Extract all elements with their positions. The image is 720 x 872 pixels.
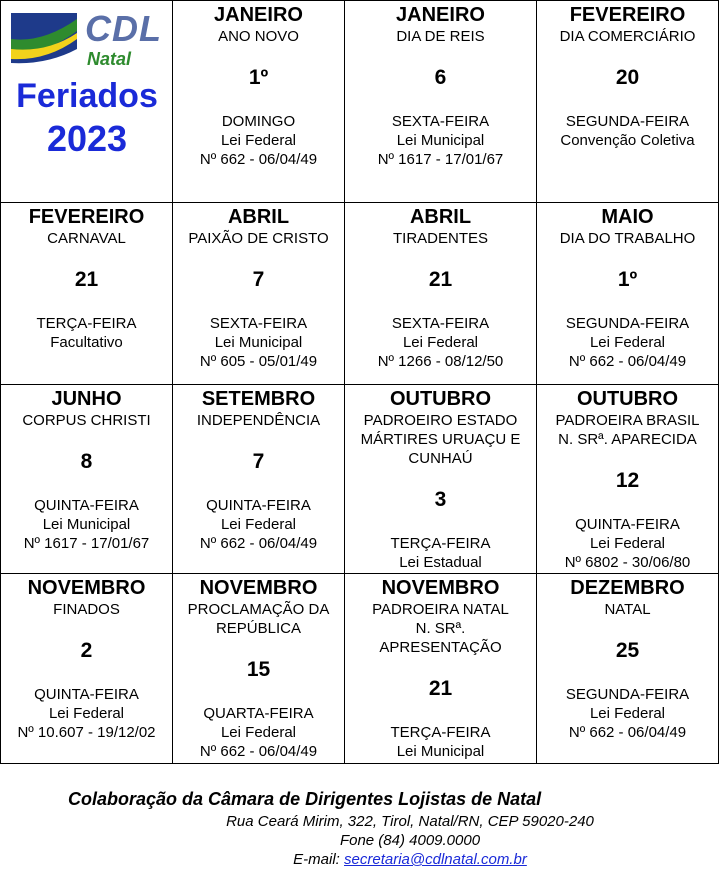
holiday-name	[188, 600, 330, 638]
holiday-name-line: CORPUS CHRISTI	[22, 412, 151, 429]
holiday-info-line: Lei Federal	[589, 334, 666, 351]
holiday-day: 15	[246, 658, 271, 681]
holiday-name-line: DIA COMERCIÁRIO	[559, 28, 696, 45]
page-title: Feriados	[16, 77, 158, 115]
holiday-info-line: Nº 662 - 06/04/49	[568, 353, 687, 370]
holiday-info-line	[378, 761, 504, 764]
holiday-name-line: PADROEIRA NATAL	[372, 601, 509, 618]
holiday-info-line: Nº 662 - 06/04/49	[199, 535, 318, 552]
footer-title: Colaboração da Câmara de Dirigentes Lojistas de Natal	[68, 789, 542, 809]
holiday-month: MAIO	[601, 206, 654, 228]
holiday-info	[566, 314, 689, 371]
holiday-name-line: DIA DO TRABALHO	[559, 230, 696, 247]
holiday-info-line: Nº 1266 - 08/12/50	[377, 353, 504, 370]
holiday-info-line: QUINTA-FEIRA	[34, 686, 139, 703]
holiday-name	[604, 600, 650, 619]
holiday-month: NOVEMBRO	[381, 577, 500, 599]
holiday-info-line: Nº 605 - 05/01/49	[199, 353, 318, 370]
holiday-name	[197, 411, 320, 430]
holiday-info-line: Nº 662 - 06/04/49	[568, 724, 687, 741]
holiday-info-line: Nº 662 - 06/04/49	[199, 743, 318, 760]
holiday-name	[560, 229, 696, 248]
holiday-info	[565, 515, 691, 572]
holiday-info-line: Lei Federal	[589, 535, 666, 552]
holiday-name-line: PROCLAMAÇÃO DA	[187, 601, 330, 618]
holiday-name-line: CARNAVAL	[47, 230, 126, 247]
holiday-month: SETEMBRO	[201, 388, 316, 410]
holiday-name-line: PAIXÃO DE CRISTO	[188, 230, 329, 247]
holiday-name-line: FINADOS	[53, 601, 120, 618]
holiday-info-line: Lei Federal	[48, 705, 125, 722]
footer-email-link[interactable]: secretaria@cdlnatal.com.br	[344, 851, 527, 868]
holiday-cell	[1, 385, 173, 574]
holiday-cell	[345, 574, 537, 764]
holiday-cell	[173, 385, 345, 574]
holiday-cell	[173, 203, 345, 385]
holiday-name-line: REPÚBLICA	[215, 620, 301, 637]
holiday-day: 21	[428, 268, 453, 291]
holiday-name-line: N. SRª.	[415, 620, 466, 637]
holiday-cell	[537, 1, 719, 203]
holiday-info	[17, 685, 155, 742]
holiday-day: 7	[252, 450, 265, 473]
holiday-name-line: ANO NOVO	[218, 28, 299, 45]
holiday-info-line: Lei Federal	[220, 724, 297, 741]
holiday-info-line: Lei Municipal	[396, 132, 485, 149]
holiday-info	[378, 112, 504, 169]
holiday-name-line: NATAL	[604, 601, 651, 618]
holiday-day: 1º	[248, 66, 269, 89]
holiday-info-line: SEXTA-FEIRA	[391, 113, 490, 130]
holiday-name-line: APRESENTAÇÃO	[379, 639, 502, 656]
cdl-flag-icon	[7, 9, 81, 67]
holiday-info-line: Nº 1617 - 17/01/67	[377, 151, 504, 168]
holiday-name-line: PADROEIRO ESTADO	[363, 412, 518, 429]
holiday-info-line: Nº 6802 - 30/06/80	[564, 554, 691, 571]
holiday-cell	[345, 203, 537, 385]
holiday-name-line: DIA DE REIS	[396, 28, 485, 45]
holiday-info-line: TERÇA-FEIRA	[390, 724, 491, 741]
holiday-day: 12	[615, 469, 640, 492]
holiday-name-line: TIRADENTES	[392, 230, 488, 247]
holiday-info-line: Lei Federal	[589, 705, 666, 722]
holiday-cell	[345, 385, 537, 574]
holiday-name	[53, 600, 120, 619]
holiday-info	[378, 314, 504, 371]
holiday-info-line: Lei Federal	[220, 132, 297, 149]
holiday-month: OUTUBRO	[389, 388, 492, 410]
page-year: 2023	[46, 118, 128, 159]
logo-brand-text: CDL	[85, 8, 162, 49]
holiday-cell	[537, 385, 719, 574]
holiday-month: NOVEMBRO	[199, 577, 318, 599]
holiday-name	[188, 229, 328, 248]
holiday-name	[560, 27, 696, 46]
holiday-day: 2	[80, 639, 93, 662]
holiday-info-line: TERÇA-FEIRA	[36, 315, 137, 332]
holiday-month: NOVEMBRO	[27, 577, 146, 599]
holiday-info	[378, 723, 504, 764]
holiday-name	[556, 411, 700, 449]
holiday-name	[393, 229, 488, 248]
holiday-month: OUTUBRO	[576, 388, 679, 410]
holiday-info	[200, 704, 317, 761]
holiday-month: FEVEREIRO	[569, 4, 686, 26]
holiday-info-line: Lei Federal	[402, 334, 479, 351]
holiday-info-line: Lei Estadual	[399, 554, 482, 571]
holiday-cell	[537, 574, 719, 764]
holiday-info	[560, 112, 694, 150]
holiday-name	[396, 27, 484, 46]
logo-city-text: Natal	[87, 49, 132, 69]
holiday-info-line: QUARTA-FEIRA	[203, 705, 314, 722]
holiday-info	[200, 496, 317, 553]
holiday-info-line: Nº 10.607 - 19/12/02	[17, 724, 156, 741]
holiday-day: 6	[434, 66, 447, 89]
holiday-info-line: SEXTA-FEIRA	[391, 315, 490, 332]
holiday-info-line: Nº 662 - 06/04/49	[199, 151, 318, 168]
holiday-month: JANEIRO	[396, 4, 485, 26]
cdl-logo	[7, 9, 167, 73]
holiday-info-line: SEGUNDA-FEIRA	[565, 686, 690, 703]
holiday-info-line: DOMINGO	[221, 113, 296, 130]
holiday-info-line: Convenção Coletiva	[560, 132, 695, 149]
holiday-day: 21	[428, 677, 453, 700]
holiday-name-line: MÁRTIRES URUAÇU E	[360, 431, 521, 448]
holiday-month: JANEIRO	[214, 4, 303, 26]
holiday-info-line: Lei Municipal	[42, 516, 131, 533]
holiday-month: DEZEMBRO	[570, 577, 685, 599]
holiday-month: ABRIL	[227, 206, 290, 228]
holiday-month: ABRIL	[409, 206, 472, 228]
holiday-day: 1º	[617, 268, 638, 291]
holiday-info-line: Lei Municipal	[214, 334, 303, 351]
holiday-cell	[345, 1, 537, 203]
holiday-info-line: SEXTA-FEIRA	[209, 315, 308, 332]
holiday-name-line: CUNHAÚ	[408, 450, 473, 467]
holiday-cell	[1, 203, 173, 385]
footer-email-line	[0, 850, 720, 869]
holiday-name-line: INDEPENDÊNCIA	[196, 412, 321, 429]
holiday-cell	[173, 1, 345, 203]
holiday-info-line: Nº 1617 - 17/01/67	[23, 535, 150, 552]
holiday-day: 8	[80, 450, 93, 473]
footer-phone: Fone (84) 4009.0000	[339, 832, 481, 849]
holiday-cell	[537, 203, 719, 385]
holiday-month: JUNHO	[51, 388, 122, 410]
holiday-info-line: TERÇA-FEIRA	[390, 535, 491, 552]
holiday-info	[24, 496, 150, 553]
holiday-day: 25	[615, 639, 640, 662]
holiday-info-line: Facultativo	[50, 334, 123, 351]
holiday-info-line: QUINTA-FEIRA	[575, 516, 680, 533]
holiday-name	[361, 411, 521, 468]
holiday-info-line: SEGUNDA-FEIRA	[565, 315, 690, 332]
holiday-month: FEVEREIRO	[28, 206, 145, 228]
holiday-name-line: PADROEIRA BRASIL	[555, 412, 700, 429]
holiday-info	[200, 112, 317, 169]
holiday-name	[372, 600, 509, 657]
holiday-info-line: QUINTA-FEIRA	[206, 497, 311, 514]
holiday-info-line: Lei Federal	[220, 516, 297, 533]
holiday-day: 7	[252, 268, 265, 291]
holiday-name-line: N. SRª. APARECIDA	[558, 431, 697, 448]
holiday-info	[376, 534, 506, 574]
logo-cell	[1, 1, 173, 203]
holiday-info	[36, 314, 136, 352]
holiday-info	[200, 314, 317, 371]
holiday-day: 20	[615, 66, 640, 89]
holiday-cell	[173, 574, 345, 764]
holiday-info-line: Lei Municipal	[396, 743, 485, 760]
holiday-info-line: SEGUNDA-FEIRA	[565, 113, 690, 130]
footer-address: Rua Ceará Mirim, 322, Tirol, Natal/RN, CEP 59020-240	[226, 813, 594, 830]
holiday-name	[22, 411, 150, 430]
holiday-name	[47, 229, 126, 248]
holiday-cell	[1, 574, 173, 764]
holiday-name	[218, 27, 299, 46]
holiday-day: 3	[434, 488, 447, 511]
footer-email-label: E-mail:	[293, 851, 345, 868]
holiday-info	[566, 685, 689, 742]
holiday-day: 21	[74, 268, 99, 291]
holiday-info-line: QUINTA-FEIRA	[34, 497, 139, 514]
